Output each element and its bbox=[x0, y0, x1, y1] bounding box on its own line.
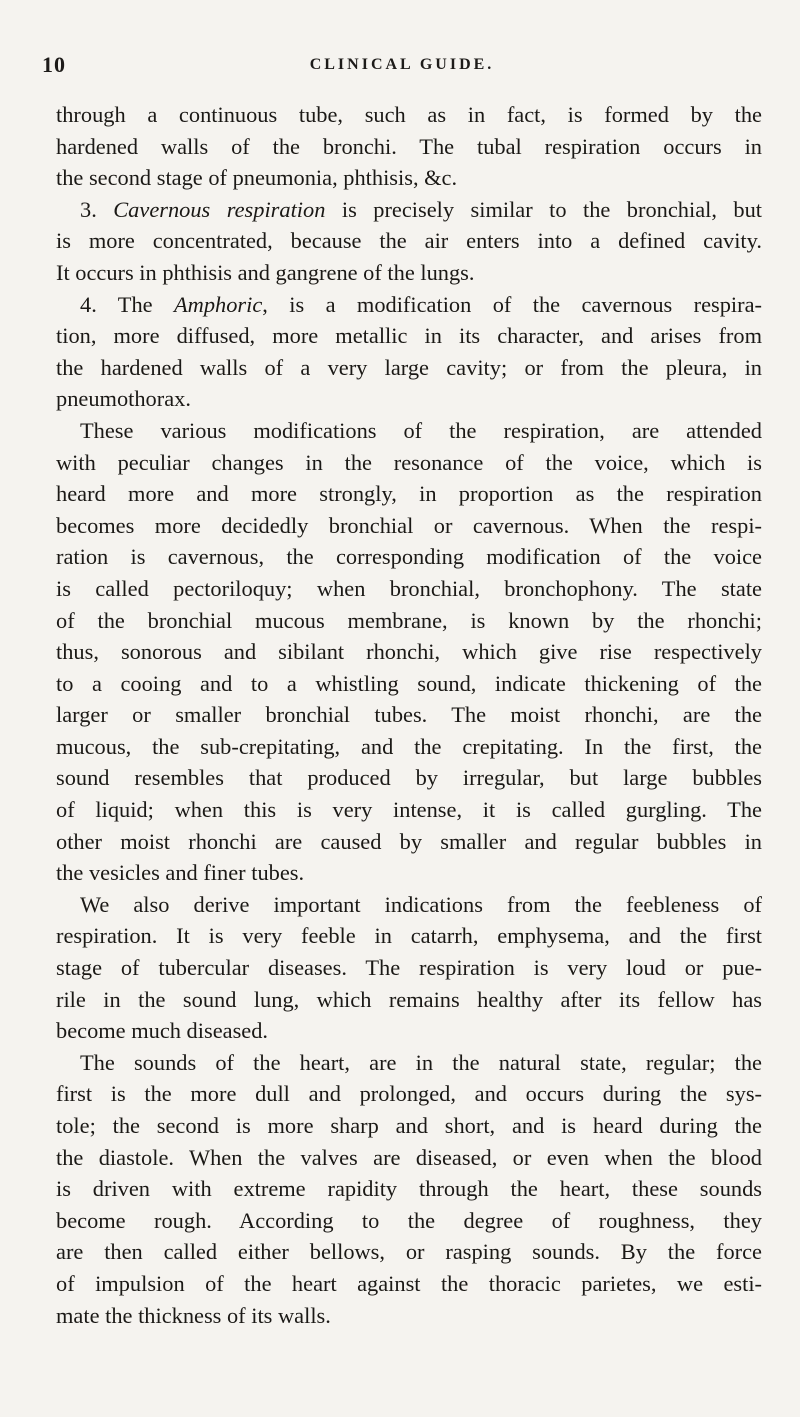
line-text: stage of tubercular diseases. The respiration is very loud or pue- bbox=[56, 955, 762, 981]
text-line bbox=[56, 289, 762, 321]
text-line bbox=[56, 1047, 762, 1079]
italic-term: Cavernous respiration bbox=[113, 196, 326, 222]
line-text: heard more and more strongly, in proportion as the respiration bbox=[56, 481, 762, 507]
page-number: 10 bbox=[42, 52, 66, 77]
text-line bbox=[56, 1015, 762, 1047]
line-text: mate the thickness of its walls. bbox=[56, 1302, 331, 1328]
italic-term: Amphoric bbox=[173, 291, 263, 317]
line-text: becomes more decidedly bronchial or cavernous. When the respi- bbox=[56, 512, 762, 538]
text-line bbox=[56, 573, 762, 605]
text-line bbox=[56, 857, 762, 889]
text-line bbox=[56, 699, 762, 731]
text-line bbox=[56, 984, 762, 1016]
line-text: , is a modification of the cavernous respira- bbox=[262, 291, 762, 317]
line-text: mucous, the sub-crepitating, and the crepitating. In the first, the bbox=[56, 733, 762, 759]
body-text bbox=[56, 99, 762, 1331]
line-text: with peculiar changes in the resonance of the voice, which is bbox=[56, 449, 762, 475]
line-text: pneumothorax. bbox=[56, 386, 191, 412]
line-text: is more concentrated, because the air enters into a defined cavity. bbox=[56, 228, 762, 254]
line-text: through a continuous tube, such as in fact, is formed by the bbox=[56, 102, 762, 127]
line-prefix: 3. bbox=[80, 196, 114, 222]
text-line bbox=[56, 1078, 762, 1110]
text-line bbox=[56, 225, 762, 257]
text-line bbox=[56, 636, 762, 668]
line-text: become much diseased. bbox=[56, 1018, 269, 1044]
line-text: other moist rhonchi are caused by smaller and regular bubbles in bbox=[56, 828, 762, 854]
text-line bbox=[56, 510, 762, 542]
text-line bbox=[56, 668, 762, 700]
text-line bbox=[56, 826, 762, 858]
text-line bbox=[56, 731, 762, 763]
line-prefix: 4. The bbox=[80, 291, 174, 317]
text-line bbox=[56, 889, 762, 921]
text-line bbox=[56, 762, 762, 794]
line-text: of impulsion of the heart against the thoracic parietes, we esti- bbox=[56, 1270, 762, 1296]
line-text: become rough. According to the degree of roughness, they bbox=[56, 1207, 762, 1233]
line-text: larger or smaller bronchial tubes. The moist rhonchi, are the bbox=[56, 702, 762, 728]
text-line bbox=[56, 1236, 762, 1268]
text-line bbox=[56, 447, 762, 479]
text-line bbox=[56, 99, 762, 131]
line-text: respiration. It is very feeble in catarrh, emphysema, and the first bbox=[56, 923, 762, 949]
line-text: is driven with extreme rapidity through the heart, these sounds bbox=[56, 1176, 762, 1202]
text-line bbox=[56, 1110, 762, 1142]
line-text: the hardened walls of a very large cavity; or from the pleura, in bbox=[56, 354, 762, 380]
line-text: tion, more diffused, more metallic in its character, and arises from bbox=[56, 323, 762, 349]
line-text: hardened walls of the bronchi. The tubal respiration occurs in bbox=[56, 133, 762, 159]
text-line bbox=[56, 257, 762, 289]
line-text: is called pectoriloquy; when bronchial, bronchophony. The state bbox=[56, 575, 762, 601]
text-line bbox=[56, 1205, 762, 1237]
line-text: first is the more dull and prolonged, and occurs during the sys- bbox=[56, 1081, 762, 1107]
line-text: sound resembles that produced by irregular, but large bubbles bbox=[56, 765, 762, 791]
text-line bbox=[56, 1300, 762, 1332]
line-text: the second stage of pneumonia, phthisis, &c. bbox=[56, 165, 458, 191]
line-text: are then called either bellows, or rasping sounds. By the force bbox=[56, 1239, 762, 1265]
text-line bbox=[56, 541, 762, 573]
line-text: the vesicles and finer tubes. bbox=[56, 860, 305, 886]
text-line bbox=[56, 352, 762, 384]
line-text: It occurs in phthisis and gangrene of the lungs. bbox=[56, 259, 475, 285]
line-text: the diastole. When the valves are diseased, or even when the blood bbox=[56, 1144, 762, 1170]
line-text: rile in the sound lung, which remains healthy after its fellow has bbox=[56, 986, 762, 1012]
line-text: is precisely similar to the bronchial, but bbox=[325, 196, 763, 222]
text-line bbox=[56, 320, 762, 352]
text-line bbox=[56, 478, 762, 510]
text-line bbox=[56, 1268, 762, 1300]
line-text: The sounds of the heart, are in the natural state, regular; the bbox=[80, 1049, 762, 1075]
line-text: ration is cavernous, the corresponding modification of the voice bbox=[56, 544, 762, 570]
text-line bbox=[56, 383, 762, 415]
line-text: to a cooing and to a whistling sound, indicate thickening of the bbox=[56, 670, 762, 696]
text-line bbox=[56, 920, 762, 952]
text-line bbox=[56, 952, 762, 984]
line-text: of the bronchial mucous membrane, is known by the rhonchi; bbox=[56, 607, 762, 633]
text-line bbox=[56, 131, 762, 163]
text-line bbox=[56, 162, 762, 194]
text-line bbox=[56, 1173, 762, 1205]
text-line bbox=[56, 1142, 762, 1174]
text-line bbox=[56, 605, 762, 637]
running-head: CLINICAL GUIDE. bbox=[309, 56, 495, 73]
text-line bbox=[56, 794, 762, 826]
text-line bbox=[56, 415, 762, 447]
line-text: of liquid; when this is very intense, it is called gurgling. The bbox=[56, 797, 762, 823]
text-line bbox=[56, 194, 762, 226]
line-text: We also derive important indications from the feebleness of bbox=[80, 891, 762, 917]
page-header bbox=[42, 52, 762, 86]
line-text: thus, sonorous and sibilant rhonchi, which give rise respectively bbox=[56, 639, 762, 665]
line-text: These various modifications of the respiration, are attended bbox=[80, 417, 762, 443]
line-text: tole; the second is more sharp and short, and is heard during the bbox=[56, 1113, 762, 1138]
